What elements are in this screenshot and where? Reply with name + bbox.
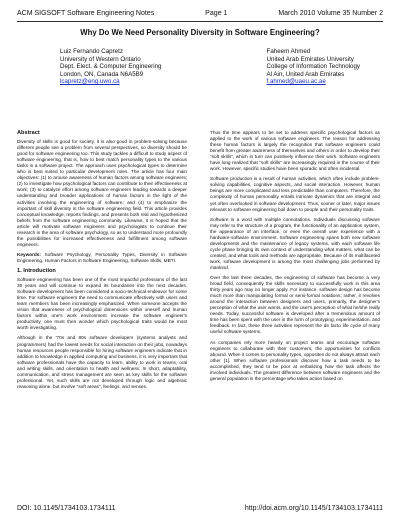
author-name: Faheem Ahmed [266, 48, 311, 55]
body-paragraph-1: Thus the time appears to be set to address specific psychological factors as applied to the work of various software engineers. The reason for addressing these human factors is largely the recognition that software engineers could benefit from greater awareness of themselves and others in order to develop their "soft skills", which in turn can positively influence their work. Software engineers have long realized that "soft skills" are increasingly required in the course of their work. However, specific studies have been sporadic and often incidental. [210, 130, 380, 172]
footer-doi: DOI: 10.1145/1734103.1734111 [17, 505, 116, 512]
header-page: Page 1 [205, 10, 228, 17]
page-footer [17, 505, 383, 512]
footer-doi-link[interactable]: http://doi.acm.org/10.1145/1734103.1734111 [244, 505, 383, 512]
header-rule [17, 21, 383, 22]
keywords-label: Keywords: [17, 251, 41, 257]
author-org: University of Western Ontario [60, 55, 141, 63]
author-city: London, ON, Canada N6A5B9 [60, 70, 144, 78]
body-paragraph-5: As companies rely more heavily on project teams and encourage software engineers to collaborate with their customers, the opportunities for conflicts abound. When it comes to personality types, opposites do not always attract each other [1]. When software professionals discover how a task needs to be accomplished, they tend to be poor at verbalizing how the task affects the involved individuals. The greatest difference between software engineers and the general population is the percentage who takes action based on [210, 339, 380, 381]
keywords-text: Software Psychology, Personality Types, Diversity in Software Engineering, Human Factors in Software Engineering, Software Skills, MBTI. [17, 251, 187, 263]
author-dept: Dept. Elect. & Computer Engineering [60, 63, 162, 71]
intro-paragraph-1: Software engineering has been one of the most impactful professions of the last 30 years and will continue to expand its boundaries into the next decades. Software development has been considered a socio-technical endeavor for some time. For software engineers the need to communicate effectively with users and team members has been increasingly emphasized. When someone accepts the vision that awareness of psychological dimensions within oneself and human factors within one's work environment increase the software engineer's productivity, one must then wonder which psychological traits would be most worth investigating. [17, 277, 187, 331]
intro-paragraph-2: Although in the '70s and 80s software developers (systems analysts and programmers) had the lowest needs for social interaction on their jobs, nowadays human resources people responsible for hiring software engineers indicate that in addition to knowledge in applied computing and business, it is very important that software professionals have the capacity to learn, ability to work in teams, oral and writing skills, and orientation to health and wellness. In short, adaptability, communication, and stress management are seen as key skills for the software professional. Yet, such skills are not developed through logic and algebraic reasoning alone, but involve "soft areas", feelings, and senses. [17, 335, 187, 389]
intro-heading: 1. Introduction [17, 267, 56, 274]
author-email-link[interactable]: f.ahmed@uaeu.ac.ae [266, 78, 326, 86]
body-paragraph-2: Software production is a result of human activities, which often include problem-solving capabilities, cognitive aspects, and social interaction. However, human beings are more complicated and less predictable than computers. Therefore, the complexity of human personality entails intricate dynamics that are integral and yet often overlooked in software development. Thus, sooner or later, major issues relevant to software engineering boil down to people and their personality traits. [210, 176, 380, 212]
right-column [210, 130, 380, 386]
paper-title: Why Do We Need Personality Diversity in Software Engineering? [80, 28, 320, 37]
author-email-link[interactable]: lcapretz@eng.uwo.ca [60, 78, 120, 86]
abstract-heading: Abstract [17, 130, 40, 136]
author-1 [60, 48, 161, 86]
author-city: Al Ain, United Arab Emirates [266, 70, 345, 78]
abstract-text: Diversity of skills is good for society, it is also good in problem-solving because different people see a problem from several perspectives, so diversity should be good for software engineering too. This study tackles a difficult to study aspect of software engineering, that is, how to best match personality types to the various tasks in a software project. The approach uses psychological types to determine who is best suited to particular development roles. The article has four main objectives: (1) to arouse awareness of human factors among software engineers; (2) to investigate how psychological factors can contribute to their effectiveness at work; (3) to catalyze effort among software engineers leading towards a deeper understanding and broader applications of human factors in the light of the activities involving the engineering of software; and (4) to emphasize the important of skill diversity in the software engineering field. This article provides conceptual knowledge, reports findings, and presents both real and hypothesized beliefs from the software engineering community. Likewise, it is hoped that the article will motivate software engineers and psychologists to continue their research in the area of software psychology, so as to understand more profoundly the possibilities for increased effectiveness and fulfillment among software engineers. [17, 139, 187, 247]
keywords [17, 252, 187, 264]
header-issue: March 2010 Volume 35 Number 2 [278, 10, 383, 17]
header-journal: ACM SIGSOFT Software Engineering Notes [17, 10, 155, 17]
author-block [60, 48, 360, 86]
left-column [17, 130, 187, 394]
author-2 [267, 48, 360, 86]
body-paragraph-4: Over the last three decades, the engineering of software has become a very broad field, consequently the skills necessary to successfully work in this area thirty years ago may no longer apply. For instance, software design has become much more than manipulating formal or semi-formal notations; rather, it revolves around the interaction between designers and users, primarily, the designer's perception of what the user wants, and the user's perception of what he/she really needs. Today, successful software is developed after a tremendous amount of time has been spent with the user in the form of prototyping, experimentation, and feedback. In fact, these three activities represent the de facto life cycle of many useful software systems. [210, 275, 380, 335]
author-org: United Arab Emirates University [266, 55, 354, 63]
running-header [17, 8, 383, 19]
body-paragraph-3: Software is a word with multiple connotations. Individuals discussing software may refer to the structure of a program, the functionality of an application system, the appearance of an interface, or even the overall user experience with a hardware-software environment. Software engineering spans both new software developments and the maintenance of legacy systems, with each software life cycle phase bringing its own context of understanding what matters, what can be created, and what tools and methods are appropriate. Because of its multifaceted work, software development is among the most challenging jobs performed by mankind. [210, 216, 380, 270]
author-dept: College of Information Technology [266, 63, 360, 71]
author-name: Luiz Fernando Capretz [60, 48, 123, 55]
